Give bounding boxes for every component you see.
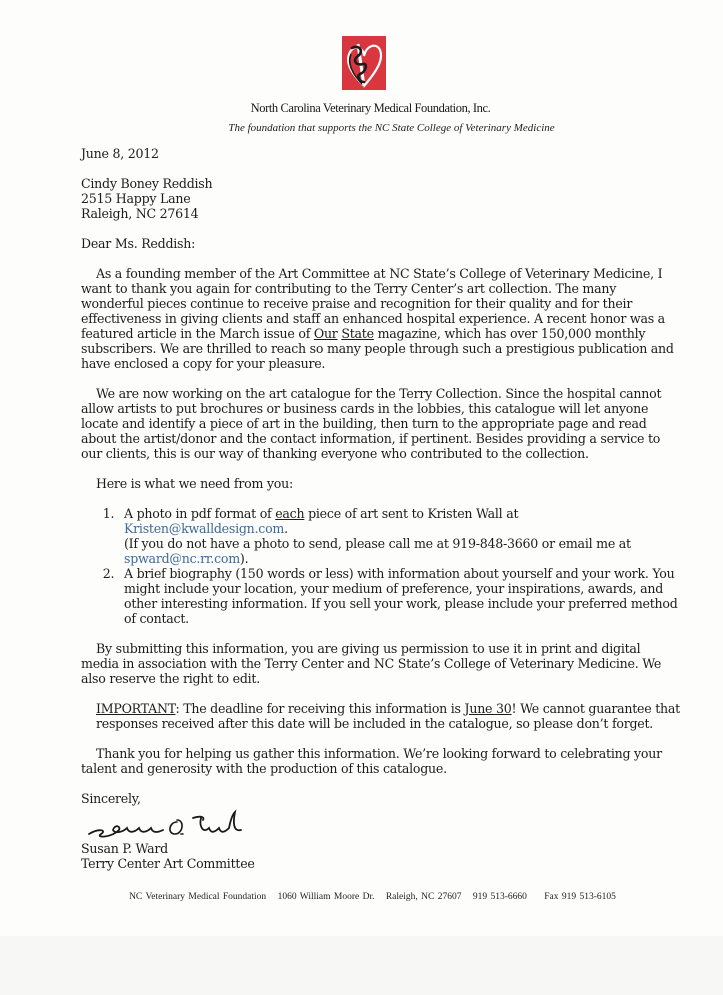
magazine-title-word: Our — [313, 326, 338, 341]
deadline-date: June 30 — [464, 701, 512, 716]
org-tagline: The foundation that supports the NC State College of Veterinary Medicine — [228, 122, 555, 134]
paragraph-thank-you — [81, 266, 681, 371]
signer-name: Susan P. Ward — [81, 841, 168, 856]
recipient-city: Raleigh, NC 27614 — [81, 206, 199, 221]
list-text: piece of art sent to Kristen Wall at — [304, 506, 519, 521]
paragraph-catalogue: We are now working on the art catalogue for the Terry Collection. Since the hospital cannot allow artists to put brochures or business cards in the lobbies, this catalogue will let anyone locate and identify a piece of art in the building, then turn to the appropriate page and read about the artist/donor and the contact information, if pertinent. Besides providing a service to our clients, this is our way of thanking everyone who contributed to the collection. — [81, 386, 662, 461]
recipient-name: Cindy Boney Reddish — [81, 176, 213, 191]
footer-city: Raleigh, NC 27607 — [385, 892, 462, 902]
list-item-biography: 2. A brief biography (150 words or less) with information about yourself and your work. You might include your location, your medium of preference, your inspirations, awards, and other interesting information. If you sell your work, please include your preferred method of contact. — [118, 566, 681, 626]
letterhead-footer — [0, 892, 723, 902]
heart-caduceus-logo-icon — [342, 36, 386, 90]
magazine-title-word: State — [341, 326, 374, 341]
footer-org: NC Veterinary Medical Foundation — [129, 892, 267, 902]
paragraph-thanks: Thank you for helping us gather this information. We’re looking forward to celebrating your talent and generosity with the production of this catalogue. — [81, 746, 662, 776]
salutation: Dear Ms. Reddish: — [81, 236, 196, 251]
footer-fax: Fax 919 513-6105 — [544, 892, 616, 902]
notice-text: ! We cannot guarantee that responses received after this date will be included in the catalogue, so please don’t forget. — [96, 701, 680, 731]
list-text: A photo in pdf format of — [124, 506, 276, 521]
handwritten-signature-icon — [85, 808, 245, 842]
email-link-spward[interactable]: spward@nc.rr.com — [124, 551, 240, 566]
emphasis-each: each — [275, 506, 305, 521]
footer-street: 1060 William Moore Dr. — [277, 892, 375, 902]
list-item-photo — [118, 506, 681, 566]
recipient-address — [81, 176, 681, 221]
paragraph-text: As a founding member of the Art Committee at NC State’s College of Veterinary Medicine, I want to thank you again for contributing to the Terry Center’s art collection. The many wonderful pieces continue to receive praise and recognition for their quality and for their effectiveness in giving clients and staff an enhanced hospital experience. A recent honor was a featured article in the March issue of — [81, 266, 665, 341]
request-list — [81, 506, 681, 626]
org-name: North Carolina Veterinary Medical Foundation, Inc. — [250, 101, 491, 115]
signer-title: Terry Center Art Committee — [81, 856, 255, 871]
letter-date: June 8, 2012 — [81, 146, 159, 161]
important-notice — [81, 701, 681, 731]
footer-phone: 919 513-6660 — [472, 892, 527, 902]
important-label: IMPORTANT — [96, 701, 176, 716]
recipient-street: 2515 Happy Lane — [81, 191, 191, 206]
notice-text: : The deadline for receiving this information is — [175, 701, 465, 716]
list-text: . — [284, 521, 288, 536]
list-text: ). — [239, 551, 249, 566]
signature-block — [81, 841, 255, 871]
paragraph-permission: By submitting this information, you are giving us permission to use it in print and digital media in association with the Terry Center and NC State’s College of Veterinary Medicine. We also reserve the right to edit. — [81, 641, 662, 686]
closing: Sincerely, — [81, 791, 141, 806]
email-link-kristen[interactable]: Kristen@kwalldesign.com — [124, 521, 285, 536]
need-intro: Here is what we need from you: — [96, 476, 293, 491]
list-text: (If you do not have a photo to send, please call me at 919-848-3660 or email me at — [124, 536, 631, 551]
letter-body — [81, 146, 681, 806]
paragraph-text: magazine, which has over 150,000 monthly subscribers. We are thrilled to reach so many people through such a prestigious publication and have enclosed a copy for your pleasure. — [81, 326, 674, 371]
page-bottom-margin — [0, 936, 723, 995]
